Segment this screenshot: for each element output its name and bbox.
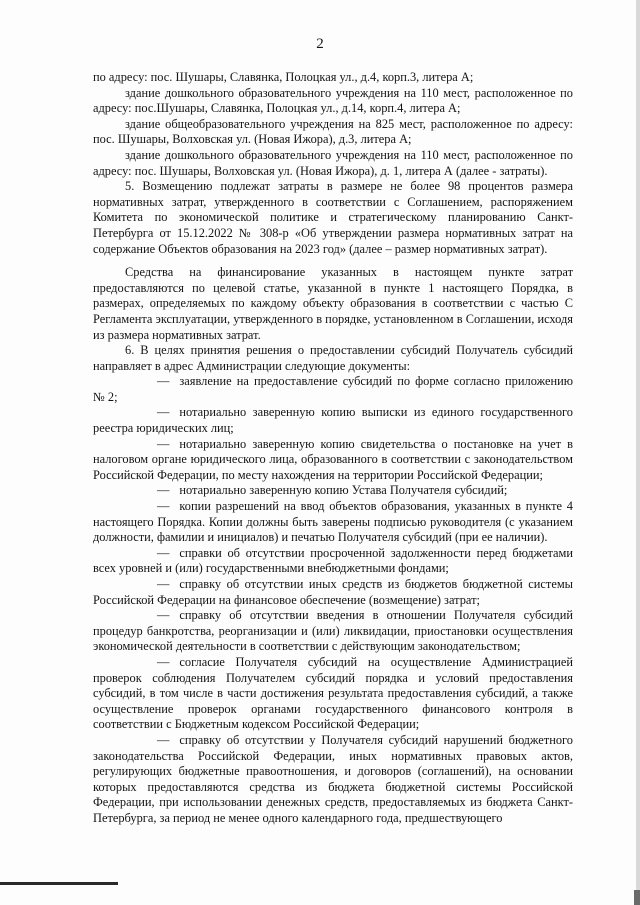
text-paragraph [93,117,573,148]
text-paragraph [93,86,573,117]
paragraph-text: нотариально заверенную копию выписки из единого государственного реестра юридических лиц; [93,405,573,436]
dash-marker: — [157,608,170,623]
scan-mark-corner [634,890,640,905]
list-item-paragraph [93,546,573,577]
list-item-paragraph [93,608,573,655]
paragraph-text: по адресу: пос. Шушары, Славянка, Полоцкая ул., д.4, корп.3, литера А; [93,70,474,84]
list-item-paragraph [93,437,573,484]
scan-edge [636,0,640,905]
paragraph-text: нотариально заверенную копию свидетельства о постановке на учет в налоговом органе юридического лица, образованного в соответствии с законодательством Российской Федерации, по месту нахождения на территории Российской Федерации; [93,436,573,482]
paragraph-text: 6. В целях принятия решения о предоставлении субсидий Получатель субсидий направляет в адрес Администрации следующие документы: [93,343,573,373]
dash-marker: — [157,545,170,560]
paragraph-text: здание общеобразовательного учреждения на 825 мест, расположенное по адресу: пос. Шушары, Волховская ул. (Новая Ижора), д.3, литера А; [93,116,573,147]
list-item-paragraph [93,655,573,733]
paragraph-text: заявление на предоставление субсидий по форме согласно приложению № 2; [93,374,573,404]
dash-marker: — [157,577,170,591]
document-body [93,70,573,827]
scan-mark [0,882,118,885]
list-item-paragraph [93,483,573,499]
list-item-paragraph [93,405,573,436]
dash-marker: — [157,654,170,669]
dash-marker: — [157,405,170,420]
paragraph-text: 5. Возмещению подлежат затраты в размере не более 98 процентов размера нормативных затрат, утвержденного в соответствии с Соглашением, распоряжением Комитета по экономической политике и стратегическому планированию Санкт-Петербурга от 15.12.2022 № 308-р «Об утверждении размера нормативных затрат на содержание Объектов образования на 2023 год» (далее – размер нормативных затрат). [93,179,573,256]
text-paragraph [93,70,573,86]
paragraph-text: здание дошкольного образовательного учреждения на 110 мест, расположенное по адресу: пос.Шушары, Славянка, Полоцкая ул., д.14, корп.4, литера А; [93,85,573,116]
dash-marker: — [157,483,170,498]
dash-marker: — [157,436,170,451]
list-item-paragraph [93,733,573,827]
text-paragraph [93,343,573,374]
paragraph-text: копии разрешений на ввод объектов образования, указанных в пункте 4 настоящего Порядка. Копии должны быть заверены подписью руководителя (с указанием должности, фамилии и инициалов) и печатью Получателя субсидий (при ее наличии). [93,499,573,545]
paragraph-text: справку об отсутствии введения в отношении Получателя субсидий процедур банкротства, реорганизации и (или) ликвидации, приостановки осуществления экономической деятельности в соответствии с действующим законодательством; [93,608,573,654]
paragraph-text: справки об отсутствии просроченной задолженности перед бюджетами всех уровней и (или) государственными внебюджетными фондами; [93,545,573,576]
paragraph-text: здание дошкольного образовательного учреждения на 110 мест, расположенное по адресу: пос. Шушары, Волховская ул. (Новая Ижора), д. 1, литера А (далее - затраты). [93,147,573,178]
paragraph-text: справку об отсутствии у Получателя субсидий нарушений бюджетного законодательства Российской Федерации, иных нормативных правовых актов, регулирующих бюджетные правоотношения, и договоров (соглашений), на основании которых предоставляются средства из бюджета бюджетной системы Российской Федерации, при использовании денежных средств, предоставляемых из бюджета Санкт-Петербурга, за период не менее одного календарного года, предшествующего [93,732,573,825]
text-paragraph [93,179,573,257]
paragraph-text: справку об отсутствии иных средств из бюджетов бюджетной системы Российской Федерации на финансовое обеспечение (возмещение) затрат; [93,577,573,607]
list-item-paragraph [93,577,573,608]
paragraph-text: нотариально заверенную копию Устава Получателя субсидий; [179,483,508,498]
dash-marker: — [157,732,170,747]
paragraph-text: согласие Получателя субсидий на осуществление Администрацией проверок соблюдения Получателем субсидий порядка и условий предоставления субсидий, в том числе в части достижения результата предоставления субсидий, а также осуществление проверок органами государственного финансового контроля в соответствии с Бюджетным кодексом Российской Федерации; [93,654,573,732]
dash-marker: — [157,499,170,514]
page-number: 2 [316,36,324,52]
paragraph-text: Средства на финансирование указанных в настоящем пункте затрат предоставляются по целевой статье, указанной в пункте 1 настоящего Порядка, в размерах, определяемых по каждому объекту образования в соответствии с частью С Регламента эксплуатации, утвержденного в порядке, установленном в Соглашении, исходя из размера нормативных затрат. [93,265,573,342]
dash-marker: — [157,374,170,389]
list-item-paragraph [93,374,573,405]
list-item-paragraph [93,499,573,546]
text-paragraph [93,265,573,343]
text-paragraph [93,148,573,179]
